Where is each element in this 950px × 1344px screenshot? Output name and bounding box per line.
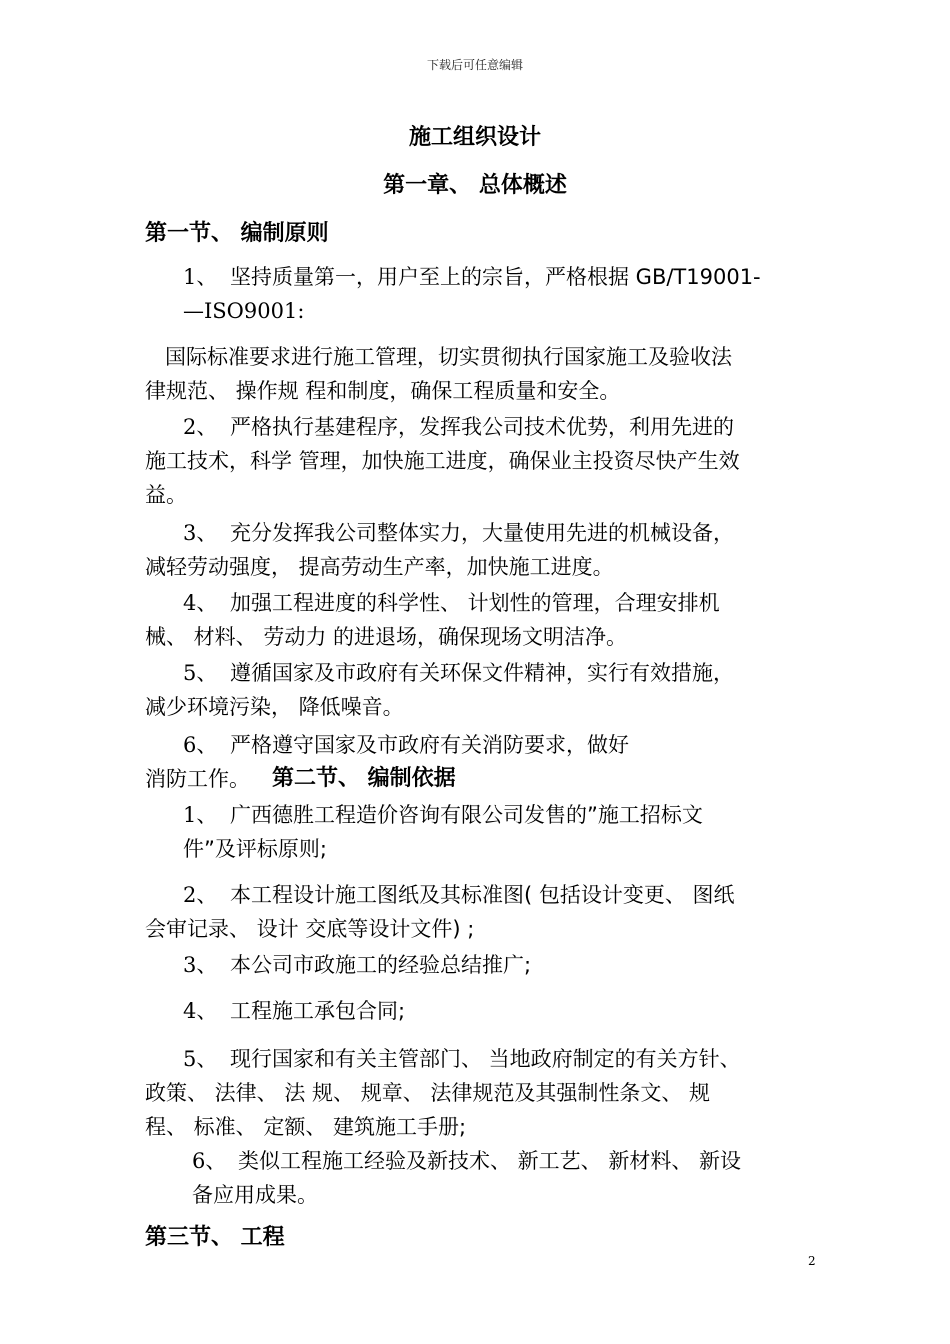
list-item-text: 现行国家和有关主管部门、 当地政府制定的有关方针、 — [230, 1047, 741, 1071]
list-item-text: 程、 标准、 定额、 建筑施工手册; — [145, 1115, 467, 1139]
list-item-text: 类似工程施工经验及新技术、 新工艺、 新材料、 新设 — [238, 1149, 742, 1173]
list-item-number: 1、 — [183, 265, 218, 289]
list-item-text: 加强工程进度的科学性、 计划性的管理，合理安排机 — [230, 591, 720, 615]
list-item-text: 消防工作。 — [145, 767, 250, 791]
list-item-text: 坚持质量第一，用户至上的宗旨，严格根据 GB/T19001- — [230, 265, 761, 289]
list-item-number: 6、 — [183, 733, 218, 757]
page-header: 下载后可任意编辑 — [426, 58, 523, 72]
list-item-text: 律规范、 操作规 程和制度，确保工程质量和安全。 — [145, 379, 621, 403]
list-item-text: 工程施工承包合同; — [230, 999, 406, 1023]
list-item-text: 遵循国家及市政府有关环保文件精神，实行有效措施， — [230, 661, 734, 685]
list-item-text: —ISO9001: — [183, 299, 305, 323]
document-title: 施工组织设计 — [408, 125, 541, 150]
list-item-number: 6、 — [192, 1149, 227, 1173]
section-heading-1: 第一节、 编制原则 — [145, 221, 329, 246]
list-item-text: 会审记录、 设计 交底等设计文件) ; — [145, 917, 475, 941]
page-number: 2 — [808, 1254, 816, 1268]
list-item-number: 3、 — [183, 521, 218, 545]
list-item-text: 减少环境污染， 降低噪音。 — [145, 695, 404, 719]
list-item-number: 2、 — [183, 883, 218, 907]
list-item-text: 充分发挥我公司整体实力，大量使用先进的机械设备， — [230, 521, 734, 545]
section-heading-2: 第二节、 编制依据 — [272, 766, 456, 791]
chapter-title: 第一章、 总体概述 — [383, 173, 567, 198]
list-item-text: 广西德胜工程造价咨询有限公司发售的”施工招标文 — [230, 803, 703, 827]
list-item-number: 2、 — [183, 415, 218, 439]
list-item-text: 益。 — [145, 483, 187, 507]
list-item-text: 政策、 法律、 法 规、 规章、 法律规范及其强制性条文、 规 — [145, 1081, 711, 1105]
list-item-text: 本公司市政施工的经验总结推广; — [230, 953, 532, 977]
list-item-text: 严格遵守国家及市政府有关消防要求，做好 — [230, 733, 629, 757]
list-item-text: 备应用成果。 — [192, 1183, 318, 1207]
section-heading-3: 第三节、 工程 — [145, 1225, 285, 1250]
list-item-text: 减轻劳动强度， 提高劳动生产率，加快施工进度。 — [145, 555, 614, 579]
list-item-text: 械、 材料、 劳动力 的进退场，确保现场文明洁净。 — [145, 625, 628, 649]
list-item-text: 严格执行基建程序，发挥我公司技术优势，利用先进的 — [230, 415, 734, 439]
list-item-text: 国际标准要求进行施工管理，切实贯彻执行国家施工及验收法 — [165, 345, 732, 369]
list-item-number: 5、 — [183, 661, 218, 685]
list-item-text: 施工技术，科学 管理，加快施工进度，确保业主投资尽快产生效 — [145, 449, 740, 473]
list-item-number: 3、 — [183, 953, 218, 977]
list-item-number: 4、 — [183, 591, 218, 615]
list-item-number: 4、 — [183, 999, 218, 1023]
list-item-number: 5、 — [183, 1047, 218, 1071]
list-item-number: 1、 — [183, 803, 218, 827]
list-item-text: 件”及评标原则; — [183, 837, 327, 861]
list-item-text: 本工程设计施工图纸及其标准图( 包括设计变更、 图纸 — [230, 883, 735, 907]
